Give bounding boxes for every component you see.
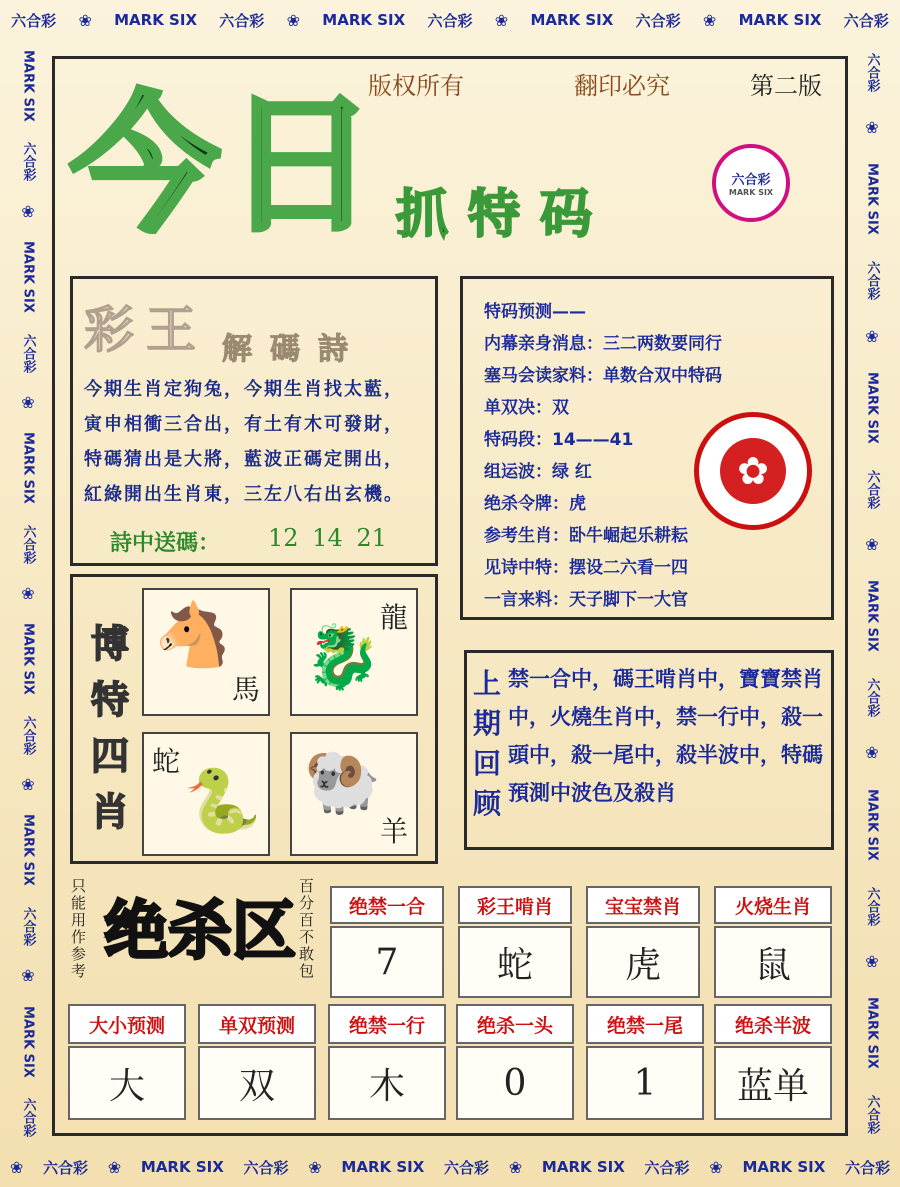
flower-icon: ❀ xyxy=(308,1157,322,1177)
prediction-item: 见诗中特：摆设二六看一四 xyxy=(484,558,688,578)
gift-label: 詩中送碼： xyxy=(110,530,221,556)
dragon-icon: 🐉 xyxy=(304,620,382,693)
snake-icon: 🐍 xyxy=(184,764,262,837)
bauhinia-icon: ✿ xyxy=(720,438,786,504)
flower-icon: ❀ xyxy=(21,392,35,412)
mark-text: MARK SIX xyxy=(20,814,36,887)
brand-text: 六合彩 xyxy=(243,1158,289,1177)
bottom-border-band xyxy=(0,1147,900,1187)
brand-text: 六合彩 xyxy=(864,469,880,509)
mark-text: MARK SIX xyxy=(864,371,880,444)
zodiac-cell-horse xyxy=(142,588,270,716)
flower-icon: ❀ xyxy=(21,201,35,221)
flower-icon: ❀ xyxy=(107,1157,122,1177)
brand-text: 六合彩 xyxy=(427,11,473,30)
kill-value: 大 xyxy=(68,1046,186,1120)
brand-text: 六合彩 xyxy=(20,715,36,755)
brand-text: 六合彩 xyxy=(444,1158,490,1177)
poem-lines xyxy=(84,372,404,512)
poem-line: 紅綠開出生肖東，三左八右出玄機。 xyxy=(84,484,404,505)
poem-line: 特碼猜出是大將，藍波正碼定開出， xyxy=(84,449,404,470)
mark-text: MARK SIX xyxy=(738,11,822,29)
brand-text: 六合彩 xyxy=(43,1158,89,1177)
flower-icon: ❀ xyxy=(702,10,717,30)
kill-value: 鼠 xyxy=(714,926,832,998)
sub-title: 抓特码 xyxy=(396,184,613,245)
brand-text: 六合彩 xyxy=(219,11,265,30)
kill-label: 绝禁一尾 xyxy=(586,1004,704,1044)
logo-text: 六合彩 xyxy=(731,173,771,188)
zodiac-cell-dragon xyxy=(290,588,418,716)
brand-text: 六合彩 xyxy=(635,11,681,30)
brand-text: 六合彩 xyxy=(20,906,36,946)
mark-text: MARK SIX xyxy=(20,432,36,505)
mark-text: MARK SIX xyxy=(140,1158,224,1176)
brand-text: 六合彩 xyxy=(20,333,36,373)
kill-label: 绝杀半波 xyxy=(714,1004,832,1044)
mark-text: MARK SIX xyxy=(20,50,36,123)
prediction-item: 塞马会读家料：单数合双中特码 xyxy=(484,366,722,386)
prediction-item: 特码段：14——41 xyxy=(484,430,634,450)
mark-text: MARK SIX xyxy=(530,11,614,29)
kill-value: 蛇 xyxy=(458,926,572,998)
no-copy-text: 翻印必究 xyxy=(574,72,670,100)
brand-text: 六合彩 xyxy=(20,142,36,182)
kill-label: 大小预测 xyxy=(68,1004,186,1044)
mark-text: MARK SIX xyxy=(341,1158,425,1176)
flower-icon: ❀ xyxy=(21,775,35,795)
kill-label: 绝禁一合 xyxy=(330,886,444,924)
kill-label: 绝杀一头 xyxy=(456,1004,574,1044)
animal-name: 蛇 xyxy=(152,745,181,778)
prediction-item: 参考生肖：卧牛崛起乐耕耘 xyxy=(484,526,688,546)
kill-label: 单双预测 xyxy=(198,1004,316,1044)
brand-text: 六合彩 xyxy=(864,678,880,718)
gift-numbers: 12 14 21 xyxy=(268,524,387,552)
poem-title-sub: 解碼詩 xyxy=(222,332,366,367)
flower-icon: ❀ xyxy=(865,743,879,763)
poem-title-main: 彩王 xyxy=(84,300,208,359)
brand-text: 六合彩 xyxy=(20,1097,36,1137)
top-border-band xyxy=(0,0,900,40)
mark-six-logo xyxy=(712,144,790,222)
flower-icon: ❀ xyxy=(21,966,35,986)
kill-zone-title: 绝杀区 xyxy=(104,895,296,969)
horse-icon: 🐴 xyxy=(154,598,232,671)
kill-label: 彩王啃肖 xyxy=(458,886,572,924)
brand-text: 六合彩 xyxy=(843,11,889,30)
brand-text: 六合彩 xyxy=(864,1094,880,1134)
mark-text: MARK SIX xyxy=(20,241,36,314)
prediction-item: 组运波：绿 红 xyxy=(484,462,592,482)
prediction-item: 内幕亲身消息：三二两数要同行 xyxy=(484,334,722,354)
flower-icon: ❀ xyxy=(709,1157,723,1177)
zodiac-title: 博特四肖 xyxy=(90,621,129,834)
flower-icon: ❀ xyxy=(494,10,509,30)
mark-text: MARK SIX xyxy=(864,580,880,652)
kill-value: 0 xyxy=(456,1046,574,1120)
brand-text: 六合彩 xyxy=(864,261,880,301)
review-text: 禁一合中，碼王啃肖中，寶寶禁肖中，火燒生肖中，禁一行中，殺一頭中，殺一尾中，殺半波中，特碼預測中波色及殺肖 xyxy=(508,667,823,805)
zodiac-cell-goat xyxy=(290,732,418,856)
mark-text: MARK SIX xyxy=(322,11,406,29)
kill-value: 1 xyxy=(586,1046,704,1120)
mark-text: MARK SIX xyxy=(114,11,198,29)
prediction-item: 绝杀令牌：虎 xyxy=(484,494,586,514)
prediction-title: 特码预测—— xyxy=(484,302,586,322)
kill-label: 绝禁一行 xyxy=(328,1004,446,1044)
brand-text: 六合彩 xyxy=(845,1158,891,1177)
flower-icon: ❀ xyxy=(865,951,879,971)
flower-icon: ❀ xyxy=(865,118,879,138)
kill-value: 7 xyxy=(330,926,444,998)
kill-value: 双 xyxy=(198,1046,316,1120)
kill-value: 木 xyxy=(328,1046,446,1120)
brand-text: 六合彩 xyxy=(644,1158,690,1177)
logo-mark: MARK SIX xyxy=(728,188,774,197)
brand-text: 六合彩 xyxy=(864,886,880,926)
mark-text: MARK SIX xyxy=(541,1158,625,1176)
right-note: 百分百不敢包 xyxy=(297,878,315,980)
prediction-list xyxy=(484,296,722,616)
mark-text: MARK SIX xyxy=(742,1158,826,1176)
brand-text: 六合彩 xyxy=(11,11,57,30)
poem-line: 今期生肖定狗兔，今期生肖找太藍， xyxy=(84,379,404,400)
flower-icon: ❀ xyxy=(286,10,300,30)
prediction-item: 单双决：双 xyxy=(484,398,569,418)
flower-icon: ❀ xyxy=(508,1157,523,1177)
edition-text: 第二版 xyxy=(750,72,822,100)
prediction-item: 一言来料：天子脚下一大官 xyxy=(484,590,688,610)
left-note: 只能用作参考 xyxy=(69,878,87,980)
goat-icon: 🐏 xyxy=(304,744,382,817)
poem-line: 寅申相衝三合出，有土有木可發財， xyxy=(84,414,404,435)
mark-text: MARK SIX xyxy=(20,623,36,696)
flower-icon: ❀ xyxy=(865,326,879,346)
review-title: 上期回顾 xyxy=(472,667,501,820)
hk-seal xyxy=(694,412,812,530)
big-title: 今日 xyxy=(70,77,383,253)
animal-name: 馬 xyxy=(231,673,260,706)
flower-icon: ❀ xyxy=(9,1157,24,1177)
copyright-text: 版权所有 xyxy=(368,72,464,100)
kill-label: 宝宝禁肖 xyxy=(586,886,700,924)
mark-text: MARK SIX xyxy=(864,788,880,861)
animal-name: 龍 xyxy=(379,601,408,634)
mark-text: MARK SIX xyxy=(864,996,880,1069)
kill-value: 虎 xyxy=(586,926,700,998)
flower-icon: ❀ xyxy=(865,534,879,554)
flower-icon: ❀ xyxy=(21,583,35,603)
brand-text: 六合彩 xyxy=(20,524,36,564)
mark-text: MARK SIX xyxy=(20,1005,36,1078)
kill-label: 火烧生肖 xyxy=(714,886,832,924)
brand-text: 六合彩 xyxy=(864,53,880,93)
mark-text: MARK SIX xyxy=(864,163,880,236)
zodiac-cell-snake xyxy=(142,732,270,856)
kill-value: 蓝单 xyxy=(714,1046,832,1120)
flower-icon: ❀ xyxy=(78,10,92,30)
animal-name: 羊 xyxy=(379,815,408,848)
left-border-band xyxy=(8,40,48,1147)
right-border-band xyxy=(852,40,892,1147)
